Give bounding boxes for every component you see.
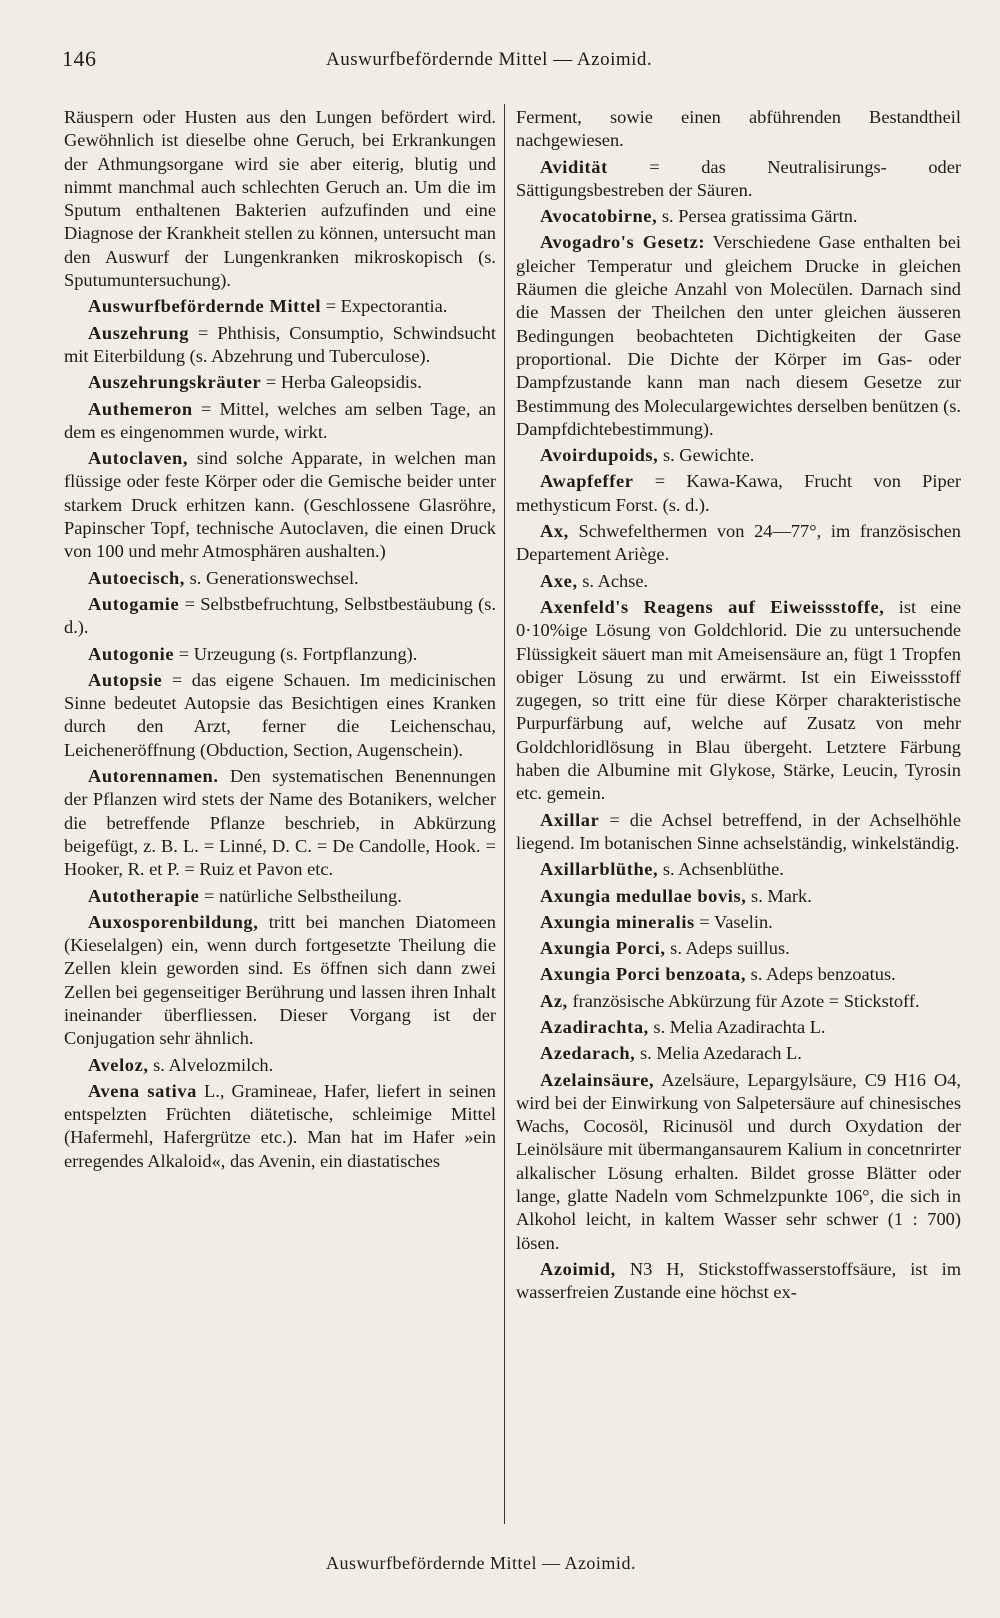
entry-headword: Axungia Porci benzoata, [540,964,747,985]
dictionary-entry [516,1042,961,1065]
entry-headword: Az, [540,990,568,1011]
entry-text: tritt bei manchen Diatomeen (Kieselalgen) ein, wenn durch fortgesetzte Theilung die Zellen klein geworden sind. Es öffnen sich dann zwei Zellen bei gegenseitiger Berührung und lassen ihren Inhalt ineinander überfliessen. Dieser Vorgang ist der Conjugation sehr ähnlich. [64,911,496,1049]
entry-headword: Axillar [540,809,600,830]
entry-text: = Expectorantia. [321,296,448,317]
dictionary-entry [516,1258,961,1305]
entry-headword: Awapfeffer [540,471,634,492]
entry-text: sind solche Apparate, in welchen man flüssige oder feste Körper oder die Gemische beider unter starkem Druck erhitzen kann. (Geschlossene Glasröhre, Papinscher Topf, technische Autoclaven, die einen Druck von 100 und mehr Atmosphären aushalten.) [64,448,496,562]
dictionary-entry [516,444,961,467]
entry-text: s. Generationswechsel. [185,567,359,588]
entry-headword: Auszehrung [88,322,190,343]
dictionary-entry [64,765,496,881]
entry-text: = Vaselin. [694,911,773,932]
entry-text: Azelsäure, Lepargylsäure, C9 H16 O4, wird bei der Einwirkung von Salpetersäure auf chinesisches Wachs, Cocosöl, Ricinusöl und durch Oxydation der Leinölsäure mit übermangansaurem Kalium in concetnrirter alkalischer Lösung erhalten. Bildet grosse Blätter oder lange, glatte Nadeln vom Schmelzpunkte 106°, die sich in Alkohol leicht, in kaltem Wasser sehr schwer (1 : 700) lösen. [516,1069,961,1253]
entry-text: L., Gramineae, Hafer, liefert in seinen entspelzten Früchten diätetische, schleimige Mittel (Hafermehl, Hafergrütze etc.). Man hat im Hafer »ein erregendes Alkaloid«, das Avenin, ein diastatisches [64,1080,496,1171]
dictionary-entry [64,371,496,394]
entry-headword: Axungia Porci, [540,938,666,959]
entry-text: s. Gewichte. [658,445,755,466]
dictionary-entry [64,1054,496,1077]
column-divider [504,104,505,1524]
entry-text: s. Melia Azedarach L. [635,1043,802,1064]
entry-headword: Azelainsäure, [540,1069,655,1090]
dictionary-entry [516,156,961,203]
dictionary-entry [64,106,496,292]
dictionary-entry [64,643,496,666]
dictionary-entry [516,990,961,1013]
entry-text: = Herba Galeopsidis. [261,372,422,393]
running-title: Auswurfbefördernde Mittel — Azoimid. [326,49,653,70]
entry-text: N3 H, Stickstoffwasserstoffsäure, ist im wasserfreien Zustande eine höchst ex- [516,1258,961,1303]
dictionary-entry [516,231,961,441]
entry-headword: Autorennamen. [88,766,219,787]
dictionary-entry [64,885,496,908]
dictionary-entry [516,809,961,856]
entry-headword: Autogamie [88,593,180,614]
entry-text: s. Mark. [746,885,812,906]
right-column [516,106,961,1308]
page-number: 146 [62,46,97,71]
dictionary-entry [516,205,961,228]
entry-text: Räuspern oder Husten aus den Lungen befördert wird. Gewöhnlich ist dieselbe ohne Geruch, bei Erkrankungen der Athmungsorgane wird sie aber eiterig, blutig und nimmt manchmal auch schlechten Geruch an. Um die im Sputum enthaltenen Bakterien aufzufinden und eine Diagnose der Krankheit stellen zu können, untersucht man den Auswurf der Lungenkranken mikroskopisch (s. Sputumuntersuchung). [64,107,496,291]
dictionary-entry [516,911,961,934]
entry-text: = die Achsel betreffend, in der Achselhöhle liegend. Im botanischen Sinne achselständig, winkelständig. [516,809,961,853]
dictionary-entry [64,447,496,563]
entry-text: s. Alvelozmilch. [148,1054,274,1075]
dictionary-entry [64,567,496,590]
entry-text: = natürliche Selbstheilung. [199,885,402,906]
entry-text: s. Adeps suillus. [665,938,790,959]
page-footer: Auswurfbefördernde Mittel — Azoimid. [326,1553,636,1573]
entry-text: s. Melia Azadirachta L. [648,1016,826,1037]
entry-headword: Autotherapie [88,885,200,906]
entry-headword: Auswurfbefördernde Mittel [88,296,322,317]
dictionary-entry [64,593,496,640]
entry-text: = Urzeugung (s. Fortpflanzung). [174,643,418,664]
entry-headword: Auxosporenbildung, [88,911,259,932]
entry-text: = das eigene Schauen. Im medicinischen Sinne bedeutet Autopsie das Besichtigen eines Kranken durch den Arzt, ferner die Leichenschau, Leicheneröffnung (Obduction, Section, Augenschein). [64,669,496,760]
dictionary-entry [64,398,496,445]
entry-headword: Authemeron [88,398,193,419]
entry-text: französische Abkürzung für Azote = Stickstoff. [567,990,920,1011]
dictionary-entry [516,937,961,960]
entry-headword: Autopsie [88,669,163,690]
entry-text: = Kawa-Kawa, Frucht von Piper methysticum Forst. (s. d.). [516,471,961,515]
entry-text: s. Persea gratissima Gärtn. [657,206,858,227]
entry-headword: Autoecisch, [88,567,186,588]
entry-text: Schwefelthermen von 24—77°, im französischen Departement Ariège. [516,521,961,565]
entry-headword: Avidität [540,156,608,177]
dictionary-entry [516,963,961,986]
entry-text: s. Achsenblüthe. [658,859,784,880]
entry-headword: Auszehrungskräuter [88,372,262,393]
entry-text: Verschiedene Gase enthalten bei gleicher Temperatur und gleichem Drucke in gleichen Räumen die gleiche Anzahl von Molecülen. Darnach sind die Massen der Theilchen den unter gleichen äusseren Bedingungen beobachteten Dichtigkeiten der Gase proportional. Die Dichte der Körper im Gas- oder Dampfzustande kann man nach diesem Gesetze zur Bestimmung des Moleculargewichtes derselben benützen (s. Dampfdichtebestimmung). [516,232,962,439]
entry-headword: Aveloz, [88,1054,149,1075]
entry-text: Den systematischen Benennungen der Pflanzen wird stets der Name des Botanikers, welcher die betreffende Pflanze beschrieb, in Abkürzung beigefügt, z. B. L. = Linné, D. C. = De Candolle, Hook. = Hooker, R. et P. = Ruiz et Pavon etc. [64,766,496,880]
entry-headword: Avoirdupoids, [540,445,659,466]
entry-text: Ferment, sowie einen abführenden Bestandtheil nachgewiesen. [516,107,961,151]
entry-text: = Phthisis, Consumptio, Schwindsucht mit Eiterbildung (s. Abzehrung und Tuberculose). [64,322,496,366]
dictionary-entry [516,885,961,908]
entry-text: s. Adeps benzoatus. [746,964,896,985]
entry-text: = Selbstbefruchtung, Selbstbestäubung (s. d.). [64,593,496,638]
entry-headword: Avocatobirne, [540,206,658,227]
entry-text: = Mittel, welches am selben Tage, an dem es eingenommen wurde, wirkt. [64,398,496,442]
entry-headword: Azoimid, [540,1258,616,1279]
left-column [64,106,496,1176]
dictionary-entry [516,858,961,881]
dictionary-entry [64,1080,496,1173]
page-header [62,46,942,78]
entry-headword: Axenfeld's Reagens auf Eiweissstoffe, [540,596,885,617]
dictionary-entry [64,322,496,369]
entry-headword: Autogonie [88,643,175,664]
entry-headword: Azedarach, [540,1043,636,1064]
dictionary-entry [516,1016,961,1039]
entry-text: s. Achse. [577,570,649,591]
entry-headword: Azadirachta, [540,1016,649,1037]
entry-text: = das Neutralisirungs- oder Sättigungsbestreben der Säuren. [516,156,961,200]
dictionary-entry [516,1069,961,1255]
entry-headword: Avena sativa [88,1080,197,1101]
entry-headword: Axe, [540,570,578,591]
dictionary-entry [64,295,496,318]
entry-headword: Avogadro's Gesetz: [540,232,706,253]
dictionary-entry [516,596,961,806]
dictionary-entry [64,911,496,1051]
entry-headword: Axungia medullae bovis, [540,885,747,906]
dictionary-entry [516,470,961,517]
entry-text: ist eine 0·10%ige Lösung von Goldchlorid. Die zu untersuchende Flüssigkeit säuert man mit Ameisensäure an, fügt 1 Tropfen obiger Lösung zu und erwärmt. Ist ein Eiweissstoff zugegen, so tritt eine für diese Körper charakteristische Purpurfärbung auf, welche auf Zusatz von mehr Goldchloridlösung in Blau übergeht. Letztere Färbung haben die Albumine mit Glykose, Stärke, Leucin, Tyrosin etc. gemein. [516,596,961,804]
dictionary-entry [64,669,496,762]
entry-headword: Ax, [540,521,569,542]
dictionary-entry [516,570,961,593]
dictionary-entry [516,106,961,153]
entry-headword: Autoclaven, [88,448,189,469]
entry-headword: Axungia mineralis [540,911,695,932]
dictionary-entry [516,520,961,567]
entry-headword: Axillarblüthe, [540,859,659,880]
